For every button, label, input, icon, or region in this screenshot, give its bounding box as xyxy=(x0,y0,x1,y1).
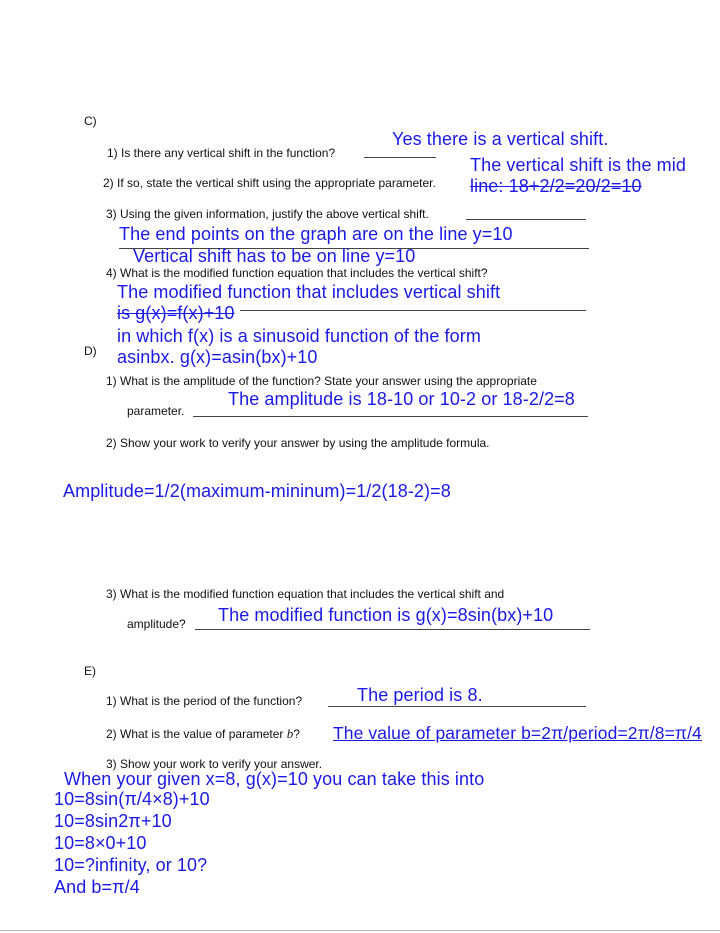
e-q2-variable: b xyxy=(286,726,294,741)
c-q4-answer-line2: is g(x)=f(x)+10 xyxy=(117,303,235,323)
c-q4-question: 4) What is the modified function equation that includes the vertical shift? xyxy=(106,266,488,280)
e-q2-suffix: ? xyxy=(293,727,300,741)
c-q1-answer: Yes there is a vertical shift. xyxy=(392,129,609,149)
e-q1-question: 1) What is the period of the function? xyxy=(106,694,303,708)
section-c-heading: C) xyxy=(84,114,97,128)
e-q3-question: 3) Show your work to verify your answer. xyxy=(106,757,323,771)
d-q3-blank xyxy=(195,629,590,630)
e-q3-answer-line6: And b=π/4 xyxy=(54,877,140,897)
c-q4-answer-line4: asinbx. g(x)=asin(bx)+10 xyxy=(117,347,318,367)
e-q3-answer-line1: When your given x=8, g(x)=10 you can take this into xyxy=(64,769,485,789)
c-q3-answer-line2: Vertical shift has to be on line y=10 xyxy=(133,246,416,266)
d-q2-answer: Amplitude=1/2(maximum-mininum)=1/2(18-2)=8 xyxy=(63,481,451,501)
e-q1-blank xyxy=(328,706,586,707)
c-q3-answer-line1: The end points on the graph are on the line y=10 xyxy=(119,224,513,244)
e-q2-question xyxy=(106,726,300,742)
c-q3-blank xyxy=(466,219,586,220)
d-q1-blank xyxy=(193,416,588,417)
e-q3-answer-line5: 10=?infinity, or 10? xyxy=(54,855,208,875)
c-q1-blank xyxy=(364,157,436,158)
e-q3-answer-line4: 10=8×0+10 xyxy=(54,833,147,853)
c-q1-question: 1) Is there any vertical shift in the function? xyxy=(107,146,336,160)
d-q1-answer: The amplitude is 18-10 or 10-2 or 18-2/2=8 xyxy=(228,389,575,409)
c-q2-answer-line2: line: 18+2/2=20/2=10 xyxy=(470,176,642,196)
e-q3-answer-line2: 10=8sin(π/4×8)+10 xyxy=(54,789,210,809)
c-q3-question: 3) Using the given information, justify the above vertical shift. xyxy=(106,207,429,221)
c-q4-answer-line3: in which f(x) is a sinusoid function of the form xyxy=(117,326,481,346)
section-d-heading: D) xyxy=(84,344,97,358)
c-q4-answer-line1: The modified function that includes vertical shift xyxy=(117,282,501,302)
e-q2-answer: The value of parameter b=2π/period=2π/8=π/4 xyxy=(333,723,702,743)
c-q4-answer-rule xyxy=(240,310,586,311)
e-q1-answer: The period is 8. xyxy=(357,685,483,705)
d-q3-question-line2: amplitude? xyxy=(127,617,186,631)
d-q3-answer: The modified function is g(x)=8sin(bx)+10 xyxy=(218,605,554,625)
d-q3-question-line1: 3) What is the modified function equation that includes the vertical shift and xyxy=(106,587,505,601)
c-q2-question: 2) If so, state the vertical shift using the appropriate parameter. xyxy=(103,176,436,190)
page-bottom-divider xyxy=(0,930,720,931)
section-e-heading: E) xyxy=(84,664,96,678)
c-q2-answer-line1: The vertical shift is the mid xyxy=(470,155,686,175)
d-q1-question-line1: 1) What is the amplitude of the function? State your answer using the appropriate xyxy=(106,374,537,388)
e-q2-prefix: 2) What is the value of parameter xyxy=(106,727,284,741)
d-q1-question-line2: parameter. xyxy=(127,404,185,418)
d-q2-question: 2) Show your work to verify your answer by using the amplitude formula. xyxy=(106,436,490,450)
e-q3-answer-line3: 10=8sin2π+10 xyxy=(54,811,172,831)
